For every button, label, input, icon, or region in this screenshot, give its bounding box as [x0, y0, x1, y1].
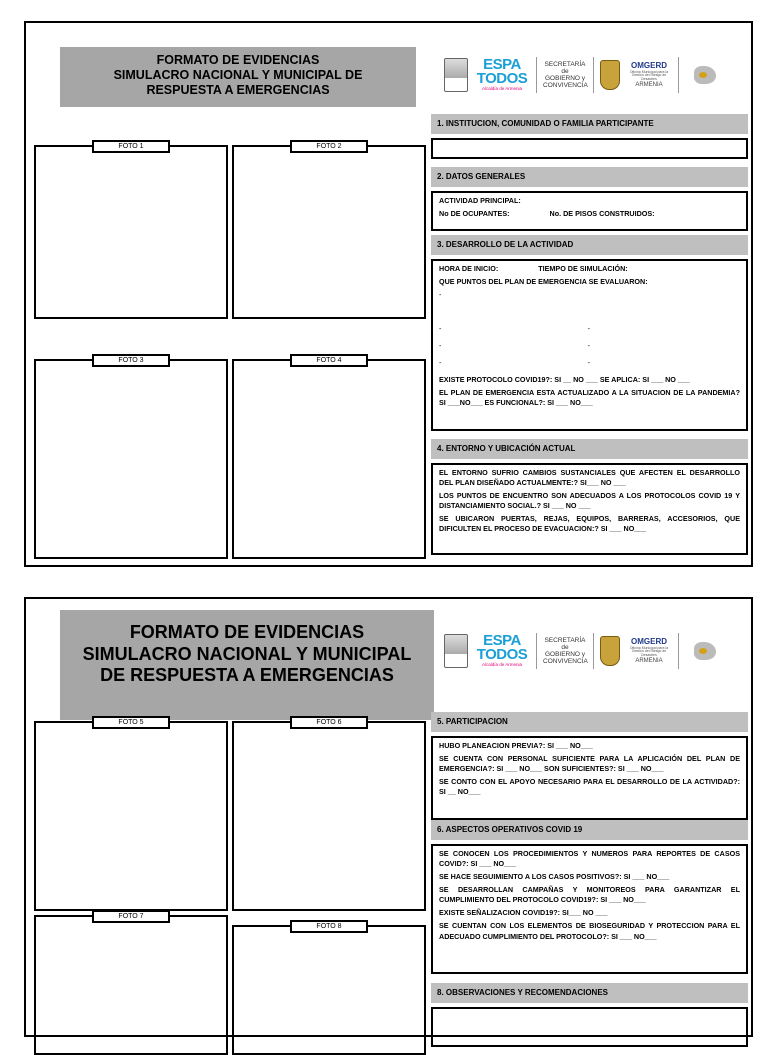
- environment-box[interactable]: EL ENTORNO SUFRIO CAMBIOS SUSTANCIALES QUE AFECTEN EL DESARROLLO DEL PLAN DISEÑADO ACTUALMENTE:? SI___ NO ___ LOS PUNTOS DE ENCUENTRO SON ADECUADOS A LOS PROTOCOLOS COVID 19 Y DISTANCIAMIENTO SOCIAL.? SI ___ NO ___ SE UBICARON PUERTAS, REJAS, EQUIPOS, BARRERAS, ACCESORIOS, QUE DIFICULTEN EL PROCESO DE EVACUACION:? SI ___ NO___: [431, 463, 748, 555]
- municipal-seal-logo: [444, 58, 468, 92]
- section-heading: 5. PARTICIPACION: [431, 712, 748, 732]
- institution-field[interactable]: [431, 138, 748, 159]
- section-heading: 6. ASPECTOS OPERATIVOS COVID 19: [431, 820, 748, 840]
- section-heading: 3. DESARROLLO DE LA ACTIVIDAD: [431, 235, 748, 255]
- map-logo: [685, 637, 725, 665]
- photo-box-6[interactable]: [232, 721, 426, 911]
- divider: [678, 57, 679, 93]
- espa-todos-logo: ESPA TODOS Alcaldía de Armenia: [476, 632, 528, 668]
- photo-box-5[interactable]: [34, 721, 228, 911]
- photo-box-8[interactable]: [232, 925, 426, 1055]
- activity-development-box[interactable]: HORA DE INICIO: TIEMPO DE SIMULACIÓN: QUE PUNTOS DEL PLAN DE EMERGENCIA SE EVALUARON: - - - - - - - EXISTE PROTOCOLO COVID19?: SI __ NO ___ SE APLICA: SI ___ NO ___ EL PLAN DE EMERGENCIA ESTA ACTUALIZADO A LA SITUACION DE LA PANDEMIA? SI ___NO___ ES FUNCIONAL?: SI ___ NO___: [431, 259, 748, 431]
- photo-box-1[interactable]: [34, 145, 228, 319]
- photo-label: FOTO 2: [290, 140, 368, 153]
- municipal-seal-logo: [444, 634, 468, 668]
- section-heading: 1. INSTITUCION, COMUNIDAD O FAMILIA PARTICIPANTE: [431, 114, 748, 134]
- logo-strip: [444, 49, 725, 101]
- form-page-1: [24, 21, 753, 567]
- shield-logo: [600, 60, 620, 90]
- general-data-box[interactable]: ACTIVIDAD PRINCIPAL: No DE OCUPANTES: No. DE PISOS CONSTRUIDOS:: [431, 191, 748, 231]
- participation-box[interactable]: HUBO PLANEACION PREVIA?: SI ___ NO___ SE CUENTA CON PERSONAL SUFICIENTE PARA LA APLICACIÓN DEL PLAN DE EMERGENCIA?: SI ___ NO___ SON SUFICIENTES?: SI ___ NO___ SE CONTO CON EL APOYO NECESARIO PARA EL DESARROLLO DE LA ACTIVIDAD?: SI __ NO___: [431, 736, 748, 820]
- form-page-2: [24, 597, 753, 1037]
- photo-label: FOTO 3: [92, 354, 170, 367]
- espa-todos-logo: ESPA TODOS Alcaldía de Armenia: [476, 56, 528, 92]
- divider: [678, 633, 679, 669]
- omgerd-logo: OMGERD Oficina Municipal para la Gestión del Riesgo de Desastres ARMENIA: [629, 60, 669, 89]
- map-logo: [685, 61, 725, 89]
- divider: [593, 57, 594, 93]
- photo-label: FOTO 6: [290, 716, 368, 729]
- covid-operations-box[interactable]: SE CONOCEN LOS PROCEDIMIENTOS Y NUMEROS PARA REPORTES DE CASOS COVID?: SI ___ NO___ SE HACE SEGUIMIENTO A LOS CASOS POSITIVOS?: SI ___ NO___ SE DESARROLLAN CAMPAÑAS Y MONITOREOS PARA GARANTIZAR EL CUMPLIMIENTO DEL PROTOCOLO COVID19?: SI ___ NO___ EXISTE SEÑALIZACION COVID19?: SI___ NO ___ SE CUENTAN CON LOS ELEMENTOS DE BIOSEGURIDAD Y PROTECCION PARA EL ADECUADO CUMPLIMIENTO DEL PROTOCOLO?: SI ___ NO___: [431, 844, 748, 974]
- divider: [593, 633, 594, 669]
- observations-field[interactable]: [431, 1007, 748, 1047]
- logo-strip: [444, 621, 725, 681]
- page-title: FORMATO DE EVIDENCIAS SIMULACRO NACIONAL Y MUNICIPAL DE RESPUESTA A EMERGENCIAS: [60, 47, 416, 107]
- secretaria-logo: SECRETARÍA de GOBIERNO y CONVIVENCIA: [543, 60, 588, 90]
- section-heading: 8. OBSERVACIONES Y RECOMENDACIONES: [431, 983, 748, 1003]
- photo-label: FOTO 1: [92, 140, 170, 153]
- divider: [536, 633, 537, 669]
- section-heading: 4. ENTORNO Y UBICACIÓN ACTUAL: [431, 439, 748, 459]
- page-title: FORMATO DE EVIDENCIAS SIMULACRO NACIONAL Y MUNICIPAL DE RESPUESTA A EMERGENCIAS: [60, 610, 434, 720]
- omgerd-logo: OMGERD Oficina Municipal para la Gestión del Riesgo de Desastres ARMENIA: [629, 636, 669, 665]
- photo-box-2[interactable]: [232, 145, 426, 319]
- photo-box-3[interactable]: [34, 359, 228, 559]
- section-heading: 2. DATOS GENERALES: [431, 167, 748, 187]
- secretaria-logo: SECRETARÍA de GOBIERNO y CONVIVENCIA: [543, 636, 588, 666]
- photo-label: FOTO 7: [92, 910, 170, 923]
- shield-logo: [600, 636, 620, 666]
- divider: [536, 57, 537, 93]
- photo-box-7[interactable]: [34, 915, 228, 1055]
- photo-label: FOTO 4: [290, 354, 368, 367]
- photo-label: FOTO 8: [290, 920, 368, 933]
- photo-box-4[interactable]: [232, 359, 426, 559]
- photo-label: FOTO 5: [92, 716, 170, 729]
